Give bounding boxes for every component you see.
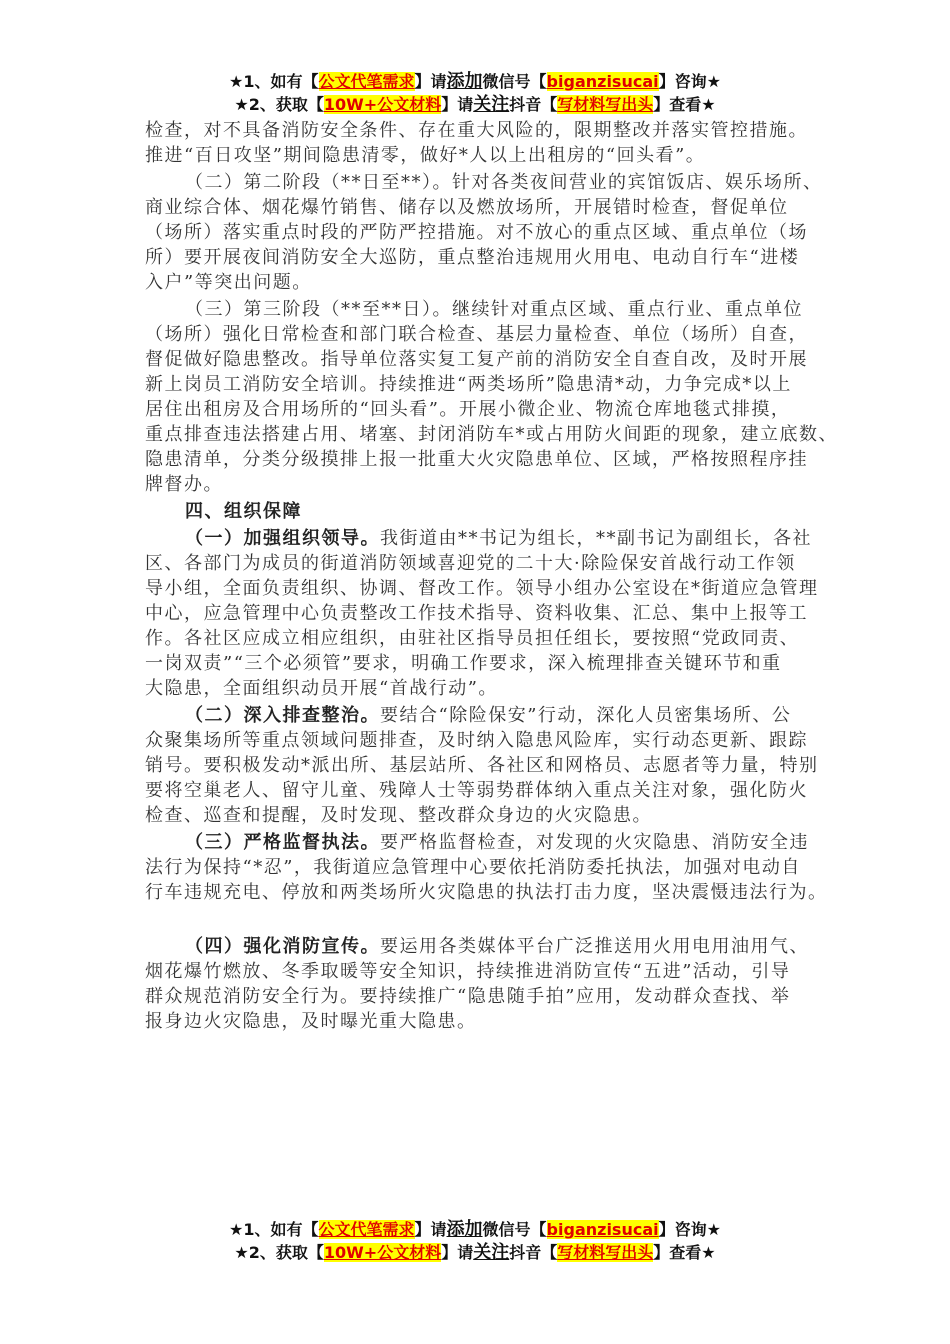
- line-text: 入户”等突出问题。: [145, 272, 312, 293]
- line-text: 隐患清单，分类分级摸排上报一批重大火灾隐患单位、区域，严格按照程序挂: [145, 449, 808, 470]
- promo-text: 】查看★: [653, 95, 716, 114]
- promo-underline: 关注: [473, 94, 510, 115]
- promo-line-1: [0, 1218, 950, 1241]
- line-text: 所）要开展夜间消防安全大巡防，重点整治违规用火用电、电动自行车“进楼: [145, 247, 800, 268]
- line-text: 大隐患，全面组织动员开展“首战行动”。: [145, 678, 498, 699]
- text-line: [145, 984, 825, 1009]
- line-text: 推进“百日攻坚”期间隐患清零，做好*人以上出租房的“回头看”。: [145, 145, 706, 166]
- promo-text: 】请: [414, 1220, 447, 1239]
- text-line: [145, 803, 825, 828]
- line-text: 居住出租房及合用场所的“回头看”。开展小微企业、物流仓库地毯式排摸，: [145, 399, 791, 420]
- promo-highlight: 10W+公文材料: [323, 1243, 442, 1262]
- line-text: 烟花爆竹燃放、冬季取暖等安全知识，持续推进消防宣传“五进”活动，引导: [145, 961, 791, 982]
- promo-text: 微信号【: [482, 1220, 547, 1239]
- line-text: 商业综合体、烟花爆竹销售、储存以及燃放场所，开展错时检查，督促单位: [145, 197, 789, 218]
- line-text: 检查、巡查和提醒，及时发现、整改群众身边的火灾隐患。: [145, 805, 652, 826]
- promo-text: 】查看★: [653, 1243, 716, 1262]
- text-line: [145, 905, 825, 932]
- text-line: [145, 676, 825, 701]
- bold-lead: （四）强化消防宣传。: [185, 936, 380, 957]
- text-line: [145, 447, 825, 472]
- line-text: 检查，对不具备消防安全条件、存在重大风险的，限期整改并落实管控措施。: [145, 120, 808, 141]
- line-text: 重点排查违法搭建占用、堵塞、封闭消防车*或占用防火间距的现象，建立底数、: [145, 424, 838, 445]
- promo-highlight: 公文代笔需求: [318, 1220, 415, 1239]
- promo-underline: 添加: [446, 1219, 483, 1240]
- promo-text: 】请: [441, 95, 474, 114]
- promo-underline: 添加: [446, 71, 483, 92]
- douyin-account: 写材料写出头: [557, 95, 654, 114]
- line-text: 中心，应急管理中心负责整改工作技术指导、资料收集、汇总、集中上报等工: [145, 603, 808, 624]
- promo-line-1: [0, 70, 950, 93]
- text-line: [145, 372, 825, 397]
- line-text: 一岗双责”“三个必须管”要求，明确工作要求，深入梳理排查关键环节和重: [145, 653, 782, 674]
- line-text: 督促做好隐患整改。指导单位落实复工复产前的消防安全自查自改，及时开展: [145, 349, 808, 370]
- line-text: （场所）强化日常检查和部门联合检查、基层力量检查、单位（场所）自查，: [145, 324, 808, 345]
- text-line: [145, 959, 825, 984]
- text-line: [145, 526, 825, 551]
- promo-text: 】请: [441, 1243, 474, 1262]
- promo-highlight: 公文代笔需求: [318, 72, 415, 91]
- line-text: 要严格监督检查，对发现的火灾隐患、消防安全违: [380, 832, 809, 853]
- line-text: 导小组，全面负责组织、协调、督改工作。领导小组办公室设在*街道应急管理: [145, 578, 819, 599]
- text-line: [145, 297, 825, 322]
- line-text: 新上岗员工消防安全培训。持续推进“两类场所”隐患清*动，力争完成*以上: [145, 374, 792, 395]
- text-line: [145, 347, 825, 372]
- promo-text: 抖音【: [509, 95, 558, 114]
- text-line: [145, 601, 825, 626]
- text-line: [145, 934, 825, 959]
- line-text: 作。各社区应成立相应组织，由驻社区指导员担任组长，要按照“党政同责、: [145, 628, 800, 649]
- text-line: [145, 472, 825, 497]
- text-line: [145, 397, 825, 422]
- bold-lead: （一）加强组织领导。: [185, 528, 380, 549]
- text-line: [145, 651, 825, 676]
- text-line: [145, 626, 825, 651]
- line-text: 要结合“除险保安”行动，深化人员密集场所、公: [380, 705, 792, 726]
- text-line: [145, 728, 825, 753]
- text-line: [145, 551, 825, 576]
- text-line: [145, 778, 825, 803]
- line-text: 要将空巢老人、留守儿童、残障人士等弱势群体纳入重点关注对象，强化防火: [145, 780, 808, 801]
- text-line: [145, 245, 825, 270]
- wechat-id: biganzisucai: [546, 72, 659, 91]
- promo-text: 微信号【: [482, 72, 547, 91]
- douyin-account: 写材料写出头: [557, 1243, 654, 1262]
- promo-text: ★1、如有【: [229, 1220, 319, 1239]
- bold-lead: （二）深入排查整治。: [185, 705, 380, 726]
- text-line: [145, 170, 825, 195]
- line-text: （场所）落实重点时段的严防严控措施。对不放心的重点区域、重点单位（场: [145, 222, 808, 243]
- promo-underline: 关注: [473, 1242, 510, 1263]
- text-line: [145, 220, 825, 245]
- promo-text: ★2、获取【: [234, 1243, 324, 1262]
- promo-text: ★2、获取【: [234, 95, 324, 114]
- promo-text: ★1、如有【: [229, 72, 319, 91]
- text-line: [145, 195, 825, 220]
- line-text: 牌督办。: [145, 474, 223, 495]
- top-promo-banner: [0, 70, 950, 116]
- wechat-id: biganzisucai: [546, 1220, 659, 1239]
- text-line: [145, 422, 838, 447]
- promo-line-2: [0, 93, 950, 116]
- line-text: 法行为保持“*忍”，我街道应急管理中心要依托消防委托执法，加强对电动自: [145, 857, 801, 878]
- line-text: 报身边火灾隐患，及时曝光重大隐患。: [145, 1011, 477, 1032]
- line-text: 群众规范消防安全行为。要持续推广“隐患随手拍”应用，发动群众查找、举: [145, 986, 791, 1007]
- promo-line-2: [0, 1241, 950, 1264]
- bold-lead: （三）严格监督执法。: [185, 832, 380, 853]
- text-line: [145, 322, 825, 347]
- promo-text: 抖音【: [509, 1243, 558, 1262]
- text-line: [145, 1009, 825, 1034]
- promo-text: 】咨询★: [658, 72, 721, 91]
- line-text: （二）第二阶段（**日至**）。针对各类夜间营业的宾馆饭店、娱乐场所、: [185, 172, 823, 193]
- bold-lead: 四、组织保障: [185, 501, 302, 522]
- bottom-promo-banner: [0, 1218, 950, 1264]
- text-line: [145, 753, 825, 778]
- section-heading: [145, 499, 825, 524]
- text-line: [145, 703, 825, 728]
- line-text: 行车违规充电、停放和两类场所火灾隐患的执法打击力度，坚决震慑违法行为。: [145, 882, 828, 903]
- line-text: （三）第三阶段（**至**日）。继续针对重点区域、重点行业、重点单位: [185, 299, 803, 320]
- promo-highlight: 10W+公文材料: [323, 95, 442, 114]
- line-text: 我街道由**书记为组长，**副书记为副组长，各社: [380, 528, 812, 549]
- document-body: [145, 118, 838, 1034]
- line-text: 区、各部门为成员的街道消防领域喜迎党的二十大·除险保安首战行动工作领: [145, 553, 796, 574]
- text-line: [145, 576, 825, 601]
- text-line: [145, 830, 825, 855]
- promo-text: 】请: [414, 72, 447, 91]
- text-line: [145, 880, 828, 905]
- line-text: 销号。要积极发动*派出所、基层站所、各社区和网格员、志愿者等力量，特别: [145, 755, 819, 776]
- promo-text: 】咨询★: [658, 1220, 721, 1239]
- text-line: [145, 143, 825, 168]
- text-line: [145, 855, 825, 880]
- text-line: [145, 118, 825, 143]
- text-line: [145, 270, 825, 295]
- line-text: 要运用各类媒体平台广泛推送用火用电用油用气、: [380, 936, 809, 957]
- line-text: 众聚集场所等重点领域问题排查，及时纳入隐患风险库，实行动态更新、跟踪: [145, 730, 808, 751]
